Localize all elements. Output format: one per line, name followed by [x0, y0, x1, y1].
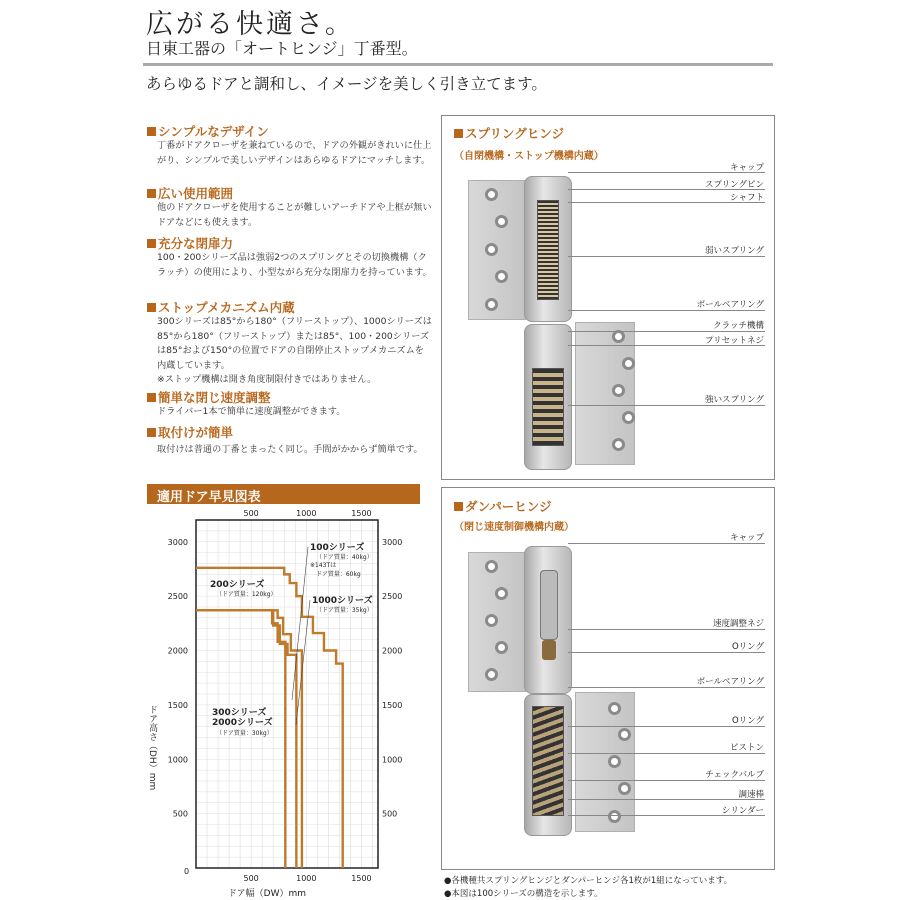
series-line-3: [196, 610, 285, 868]
series-label-300: 300シリーズ: [212, 708, 267, 718]
x-tick-label: 500: [243, 874, 259, 883]
feature-body: 丁番がドアクローザを兼ねているので、ドアの外観がきれいに仕上がり、シンプルで美しいデザインはあらゆるドアにマッチします。: [157, 140, 432, 166]
label-ball-bearing: ボールベアリング: [696, 300, 764, 310]
y-axis-label: ドア高さ（DH）mm: [147, 705, 157, 791]
y-tick-label-right: 3000: [382, 537, 403, 547]
feature-title: ストップメカニズム内蔵: [147, 300, 432, 315]
label-cap: キャップ: [729, 533, 764, 543]
damper-hinge-title: ダンパーヒンジ: [454, 497, 551, 515]
feature-body: 他のドアクローザを使用することが難しいアーチドアや上框が無いドアなどにも使えます。: [157, 202, 432, 228]
label-speed-screw: 速度調整ネジ: [712, 619, 764, 629]
page-title: 広がる快適さ。: [146, 9, 355, 40]
y-tick-label-right: 1500: [382, 700, 403, 710]
origin-label: 0: [184, 867, 190, 876]
feature-body: 100・200シリーズ品は強弱2つのスプリングとその切換機構（クラッチ）の使用により、小型ながら充分な閉扉力を持っています。: [157, 252, 432, 278]
feature-closing-force: [147, 236, 432, 280]
y-tick-label: 1000: [167, 755, 188, 765]
x-axis-label: ドア幅（DW）mm: [227, 889, 307, 899]
series-mass-300: （ドア質量：30kg）: [216, 730, 273, 737]
label-check-valve: チェックバルブ: [705, 770, 764, 780]
x-tick-label-top: 1500: [351, 509, 372, 518]
series-label-1000: 1000シリーズ: [312, 596, 373, 606]
y-tick-label-right: 1000: [382, 755, 403, 765]
feature-title: 充分な閉扉力: [147, 236, 432, 251]
feature-stop-mechanism: [147, 300, 432, 388]
label-o-ring-2: Oリング: [731, 716, 764, 726]
series-mass-1000: （ドア質量：35kg）: [316, 607, 373, 614]
feature-simple-design: [147, 124, 432, 168]
series-label-200: 200シリーズ: [210, 580, 265, 590]
damper-hinge-subtitle: （閉じ速度制御機構内蔵）: [454, 522, 574, 533]
y-tick-label: 500: [172, 809, 188, 819]
door-chart: [140, 505, 430, 900]
series-label-2000: 2000シリーズ: [212, 718, 273, 728]
y-tick-label: 2000: [167, 646, 188, 656]
feature-title: シンプルなデザイン: [147, 124, 432, 139]
label-preset-screw: プリセットネジ: [705, 336, 764, 346]
x-tick-label: 1500: [351, 874, 372, 883]
y-tick-label-right: 2500: [382, 592, 403, 602]
y-tick-label-right: 500: [382, 809, 398, 819]
y-tick-label: 3000: [167, 537, 188, 547]
feature-body: 取付けは普通の丁番とまったく同じ。手間がかからず簡単です。: [157, 444, 423, 455]
x-tick-label-top: 500: [243, 509, 259, 518]
spring-hinge-title: スプリングヒンジ: [454, 124, 564, 142]
y-tick-label: 1500: [167, 700, 188, 710]
series-mass-100: （ドア質量：40kg）: [316, 554, 373, 561]
lead-text: あらゆるドアと調和し、イメージを美しく引き立てます。: [146, 75, 547, 93]
note-set: ●各機種共スプリングヒンジとダンパーヒンジ各1枚が1組になっています。: [444, 876, 733, 886]
label-cap: キャップ: [729, 163, 764, 173]
series-note-100: ※143Tは: [310, 562, 337, 569]
feature-title: 簡単な閉じ速度調整: [147, 390, 432, 405]
y-tick-label-right: 2000: [382, 646, 403, 656]
label-clutch: クラッチ機構: [713, 321, 764, 331]
x-tick-label-top: 1000: [296, 509, 317, 518]
label-ball-bearing: ボールベアリング: [696, 677, 764, 687]
feature-body: 300シリーズは85°から180°（フリーストップ）、1000シリーズは85°から180°（フリーストップ）または85°、100・200シリーズは85°および150°の位置でドアの自閉停止ストップメカニズムを内蔵しています。: [157, 316, 432, 371]
label-spring-pin: スプリングピン: [705, 180, 764, 190]
series-note2-100: ドア質量：60kg: [316, 571, 361, 578]
label-o-ring: Oリング: [731, 642, 764, 652]
label-piston: ピストン: [729, 743, 764, 753]
chart-title-bar: 適用ドア早見図表: [147, 484, 420, 504]
feature-easy-install: [147, 425, 432, 458]
feature-wide-range: [147, 186, 432, 230]
note-structure: ●本図は100シリーズの構造を示します。: [444, 889, 603, 899]
feature-note: ※ストップ機構は開き角度制限付きではありません。: [157, 374, 377, 385]
label-speed-rod: 調速棒: [738, 790, 764, 800]
label-weak-spring: 弱いスプリング: [705, 246, 764, 256]
label-strong-spring: 強いスプリング: [705, 395, 764, 405]
label-cylinder: シリンダー: [721, 806, 764, 816]
leader-line: [292, 547, 308, 700]
feature-title: 広い使用範囲: [147, 186, 432, 201]
series-label-100: 100シリーズ: [310, 543, 365, 553]
feature-speed-adjust: [147, 390, 432, 420]
divider: [143, 63, 773, 66]
x-tick-label: 1000: [296, 874, 317, 883]
feature-title: 取付けが簡単: [147, 425, 432, 440]
series-mass-200: （ドア質量：120kg）: [216, 591, 277, 598]
spring-hinge-subtitle: （自閉機構・ストップ機構内蔵）: [454, 151, 604, 162]
feature-body: ドライバー1本で簡単に速度調整ができます。: [157, 406, 346, 417]
series-line-1: [196, 610, 296, 868]
page-subtitle: 日東工器の「オートヒンジ」丁番型。: [146, 39, 418, 58]
label-shaft: シャフト: [730, 193, 764, 203]
y-tick-label: 2500: [167, 592, 188, 602]
